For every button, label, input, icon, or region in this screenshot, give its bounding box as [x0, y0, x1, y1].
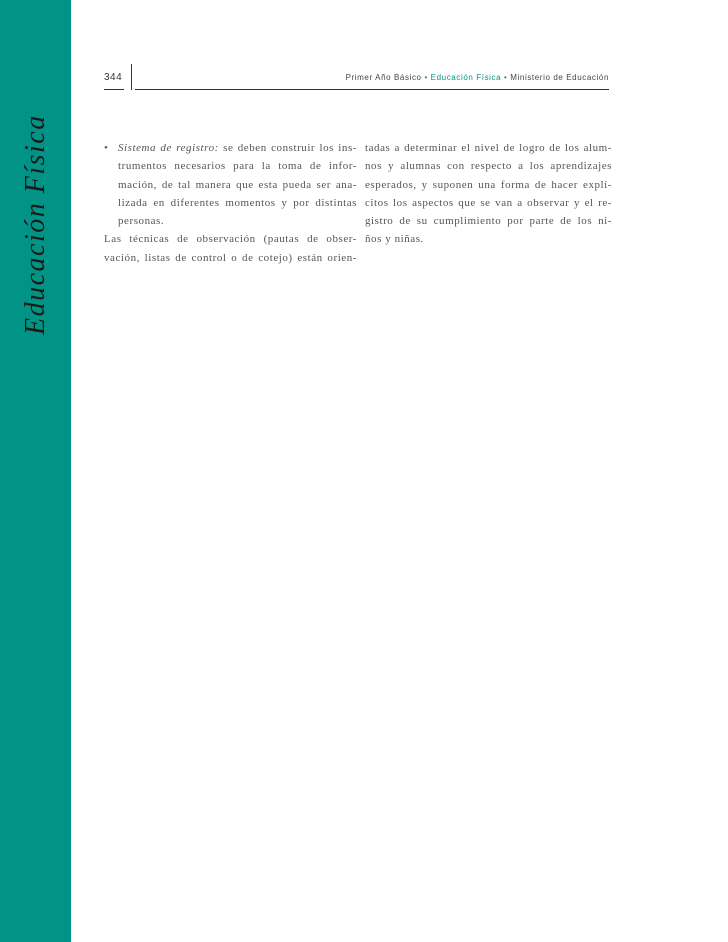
- running-head-sep-1: •: [424, 73, 428, 82]
- paragraph-line: nos y alumnas con respecto a los aprendizajes: [365, 160, 612, 173]
- running-head: [346, 73, 609, 82]
- side-band: [0, 0, 71, 942]
- header-rule-short: [104, 89, 124, 90]
- bullet-text: se deben construir los ins-: [218, 142, 357, 154]
- running-head-ministry: Ministerio de Educación: [510, 73, 609, 82]
- bullet-line: mación, de tal manera que esta pueda ser ana-: [118, 178, 357, 191]
- paragraph-line: gistro de su cumplimiento por parte de los ni-: [365, 215, 612, 228]
- bullet-line: personas.: [118, 215, 165, 228]
- bullet-item: [104, 139, 357, 230]
- left-column: [104, 139, 357, 267]
- running-head-subject: Educación Física: [430, 73, 502, 82]
- header-rule-long: [135, 89, 609, 90]
- paragraph-line: vación, listas de control o de cotejo) están orien-: [104, 251, 357, 264]
- header-rule-vertical: [131, 64, 132, 90]
- bullet-line: lizada en diferentes momentos y por distintas: [118, 196, 357, 209]
- page-number: 344: [104, 72, 123, 83]
- bullet-line: trumentos necesarios para la toma de infor-: [118, 160, 357, 173]
- right-column: [365, 139, 612, 249]
- bullet-glyph: •: [104, 142, 109, 154]
- bullet-term: Sistema de registro:: [118, 142, 219, 154]
- running-head-sep-2: •: [504, 73, 508, 82]
- running-head-level: Primer Año Básico: [345, 73, 422, 82]
- paragraph-line: citos los aspectos que se van a observar y el re-: [365, 196, 612, 209]
- bullet-line: [104, 139, 357, 157]
- paragraph-line: tadas a determinar el nivel de logro de los alum-: [365, 142, 612, 154]
- side-title: Educación Física: [20, 114, 51, 335]
- paragraph-line: esperados, y suponen una forma de hacer explí-: [365, 178, 612, 191]
- paragraph-line: ños y niñas.: [365, 233, 424, 246]
- paragraph-line: Las técnicas de observación (pautas de obser-: [104, 233, 357, 246]
